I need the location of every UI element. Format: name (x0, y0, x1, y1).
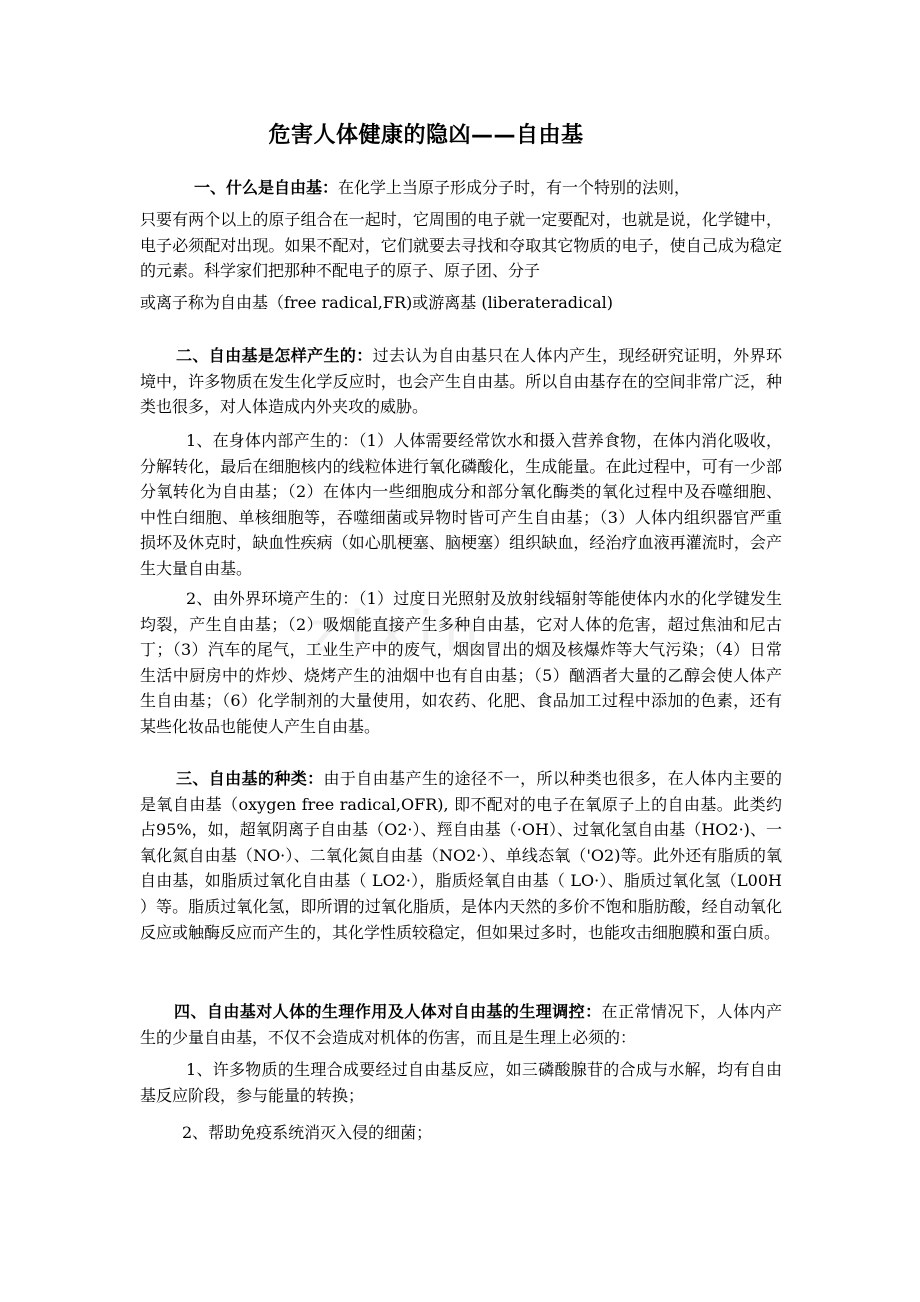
section-3-body: 由于自由基产生的途径不一，所以种类也很多，在人体内主要的是氧自由基（oxygen free radical,OFR), 即不配对的电子在氧原子上的自由基。此类约占95%，如，超氧阴离子自由基（O2·）、羥自由基（·OH）、过氧化氢自由基（HO2·)、一氧化氮自由基（NO·）、二氧化氮自由基（NO2·）、单线态氧（'O2)等。此外还有脂质的氧自由基，如脂质过氧化自由基（ LO2·），脂质烃氧自由基（ LO·）、脂质过氧化氢（L00H ）等。脂质过氧化氢，即所谓的过氧化脂质，是体内天然的多价不饱和脂肪酸，经自动氧化反应或触酶反应而产生的，其化学性质较稳定，但如果过多时，也能攻击细胞膜和蛋白质。 (140, 769, 782, 942)
section-1-body-c: 或离子称为自由基（free radical,FR)或游离基 (liberateradical) (140, 293, 614, 312)
section-1-intro (140, 175, 782, 201)
section-1-heading: 一、什么是自由基： (194, 178, 339, 197)
list-item-1: 1、许多物质的生理合成要经过自由基反应，如三磷酸腺苷的合成与水解，均有自由基反应阶段，参与能量的转换； (140, 1060, 782, 1105)
section-2-body: 过去认为自由基只在人体内产生，现经研究证明，外界环境中，许多物质在发生化学反应时，也会产生自由基。所以自由基存在的空间非常广泛，种类也很多，对人体造成内外夹攻的威胁。 (140, 346, 782, 417)
section-4-body: 在正常情况下，人体内产生的少量自由基，不仅不会造成对机体的伤害，而且是生理上必须的： (140, 1002, 782, 1047)
section-2-heading: 二、自由基是怎样产生的 (176, 346, 357, 365)
section-3-heading: 三、自由基的种类： (176, 769, 324, 788)
section-2-colon: ： (356, 346, 373, 365)
section-4-heading: 四、自由基对人体的生理作用及人体对自由基的生理调控： (174, 1002, 602, 1021)
internal-sources-paragraph: 1、在身体内部产生的：（1）人体需要经常饮水和摄入营养食物，在体内消化吸收，分解转化，最后在细胞核内的线粒体进行氧化磷酸化，生成能量。在此过程中，可有一少部分氧转化为自由基；（2）在体内一些细胞成分和部分氧化酶类的氧化过程中及吞噬细胞、中性白细胞、单核细胞等，吞噬细菌或异物时皆可产生自由基；（3）人体内组织器官严重损坏及休克时，缺血性疾病（如心肌梗塞、脑梗塞）组织缺血，经治疗血液再灌流时，会产生大量自由基。 (140, 431, 782, 578)
watermark: zixin (310, 600, 490, 665)
list-item-2: 2、帮助免疫系统消灭入侵的细菌； (182, 1123, 433, 1142)
section-1-body-a: 在化学上当原子形成分子时，有一个特别的法则， (338, 178, 691, 197)
external-sources-paragraph: 2、由外界环境产生的：（1）过度日光照射及放射线辐射等能使体内水的化学键发生均裂，产生自由基；（2）吸烟能直接产生多种自由基，它对人体的危害，超过焦油和尼古丁；（3）汽车的尾气，工业生产中的废气，烟囱冒出的烟及核爆炸等大气污染；（4）日常生活中厨房中的炸炒、烧烤产生的油烟中也有自由基；（5）酗酒者大量的乙醇会使人体产生自由基；（6）化学制剂的大量使用，如农药、化肥、食品加工过程中添加的色素，还有某些化妆品也能使人产生自由基。 (140, 589, 782, 736)
section-3 (140, 766, 782, 945)
section-4 (140, 999, 782, 1050)
section-1-body-b: 只要有两个以上的原子组合在一起时，它周围的电子就一定要配对，也就是说，化学键中，电子必须配对出现。如果不配对，它们就要去寻找和夺取其它物质的电子，使自己成为稳定的元素。科学家们把那种不配电子的原子、原子团、分子 (140, 210, 782, 281)
section-2 (140, 343, 782, 420)
page-title: 危害人体健康的隐凶——自由基 (268, 123, 584, 148)
